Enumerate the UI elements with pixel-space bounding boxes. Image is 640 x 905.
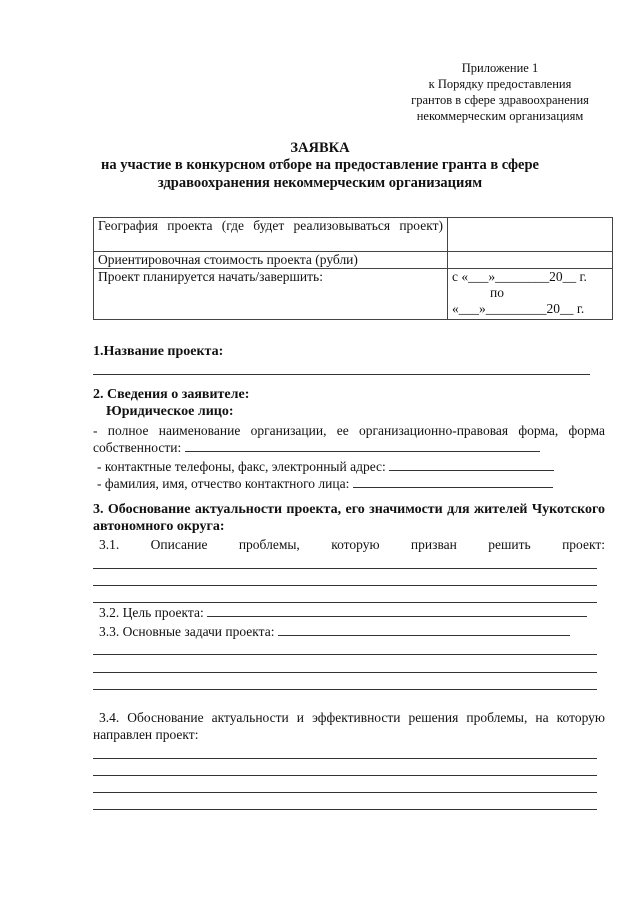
full-name-label: - полное наименование организации, ее организационно-правовая форма, форма собственности: — [93, 423, 605, 455]
cost-value-cell[interactable] — [448, 252, 613, 269]
contact-person-item — [97, 475, 553, 492]
document-subtitle-line-1: на участие в конкурсном отборе на предоставление гранта в сфере — [101, 157, 539, 173]
contact-person-label: - фамилия, имя, отчество контактного лица: — [97, 476, 350, 491]
p31-line-2[interactable] — [93, 585, 597, 586]
contacts-item — [97, 458, 554, 475]
p34-line-4[interactable] — [93, 809, 597, 810]
table-row-cost — [94, 252, 613, 269]
legal-entity-subheading: Юридическое лицо: — [106, 404, 234, 419]
section-1-heading: 1.Название проекта: — [93, 344, 224, 359]
p32-item — [99, 604, 587, 621]
p34-line-1[interactable] — [93, 758, 597, 759]
annex-header — [396, 60, 604, 124]
p33-label: 3.3. Основные задачи проекта: — [99, 624, 275, 639]
annex-line-3: грантов в сфере здравоохранения — [411, 93, 589, 107]
p34-description: 3.4. Обоснование актуальности и эффективности решения проблемы, на которую направлен проект: — [93, 710, 605, 742]
annex-line-4: некоммерческим организациям — [416, 109, 584, 123]
full-name-item — [93, 423, 605, 456]
p34-line-2[interactable] — [93, 775, 597, 776]
annex-line-2: к Порядку предоставления — [428, 77, 572, 91]
p32-label: 3.2. Цель проекта: — [99, 605, 204, 620]
date-between: по — [490, 285, 504, 300]
contacts-field[interactable] — [389, 458, 554, 471]
p33-line-3[interactable] — [93, 689, 597, 690]
project-name-line[interactable] — [93, 374, 590, 375]
table-row-geography — [94, 218, 613, 252]
p33-line-1[interactable] — [93, 654, 597, 655]
geography-label: География проекта (где будет реализовываться проект) — [94, 218, 448, 252]
p33-item — [99, 623, 570, 640]
p31-line-1[interactable] — [93, 568, 597, 569]
dates-value-cell[interactable] — [448, 269, 613, 320]
annex-line-1: Приложение 1 — [461, 61, 539, 75]
dates-label: Проект планируется начать/завершить: — [94, 269, 448, 320]
contact-person-field[interactable] — [353, 475, 553, 488]
geography-value-cell[interactable] — [448, 218, 613, 252]
document-subtitle-line-2: здравоохранения некоммерческим организациям — [157, 175, 483, 191]
section-2-heading: 2. Сведения о заявителе: — [93, 387, 250, 402]
p31-description: 3.1. Описание проблемы, которую призван решить проект: — [99, 537, 605, 552]
p34-line-3[interactable] — [93, 792, 597, 793]
p32-field[interactable] — [207, 604, 587, 617]
document-title: ЗАЯВКА — [290, 140, 350, 156]
section-3-heading: 3. Обоснование актуальности проекта, его значимости для жителей Чукотского автономного округа: — [93, 502, 605, 534]
table-row-dates — [94, 269, 613, 320]
date-end: «___»_________20__ г. — [452, 301, 585, 316]
full-name-field[interactable] — [185, 439, 540, 452]
p33-field[interactable] — [278, 623, 570, 636]
project-info-table — [93, 217, 613, 320]
contacts-label: - контактные телефоны, факс, электронный адрес: — [97, 459, 386, 474]
p31-line-3[interactable] — [93, 602, 597, 603]
p33-line-2[interactable] — [93, 672, 597, 673]
date-start: с «___»________20__ г. — [452, 269, 587, 284]
cost-label: Ориентировочная стоимость проекта (рубли) — [94, 252, 448, 269]
